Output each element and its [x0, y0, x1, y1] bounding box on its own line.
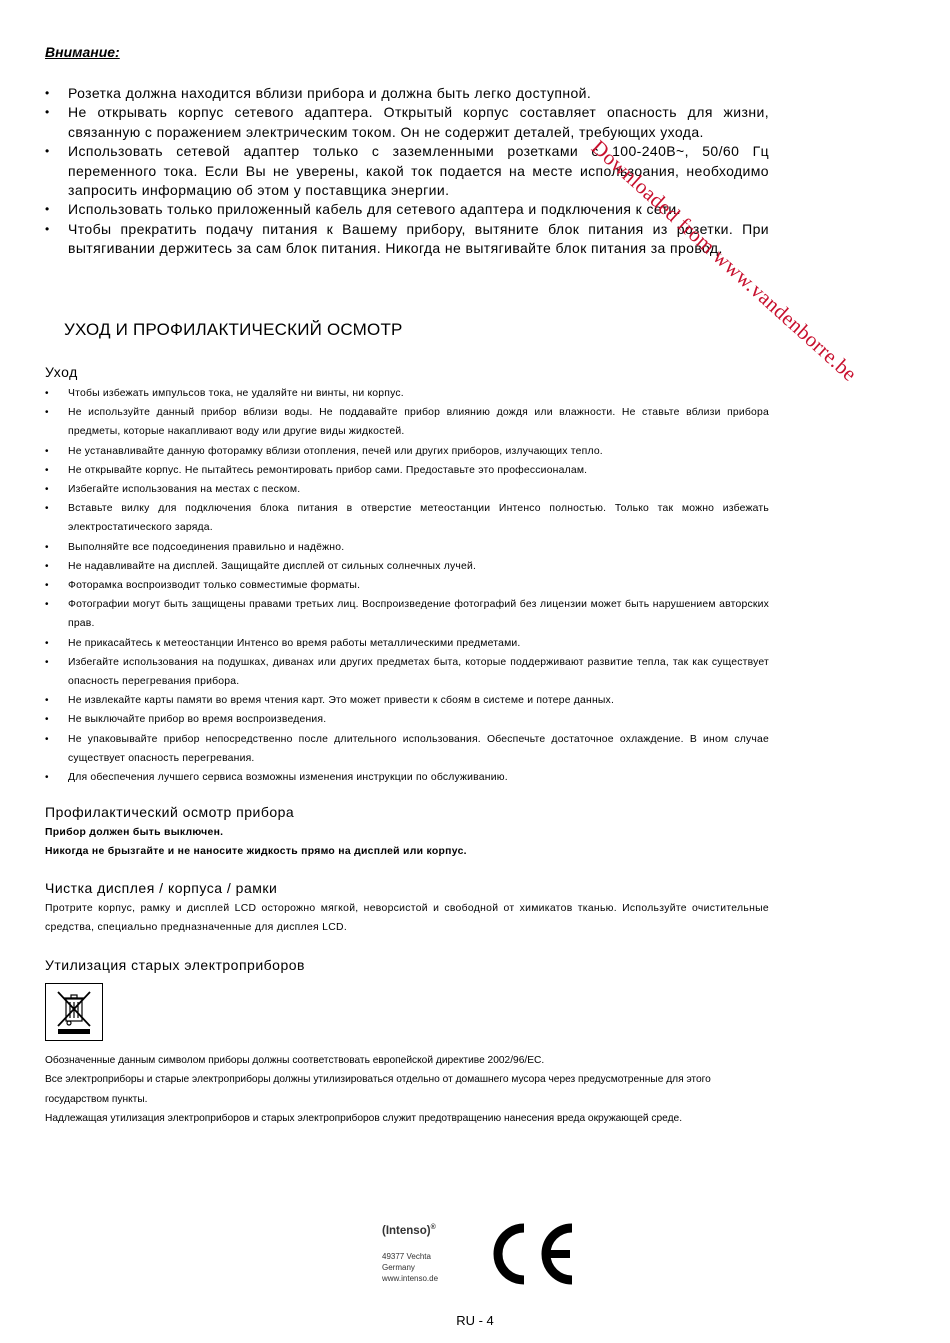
weee-crossed-bin-icon — [45, 983, 103, 1041]
warning-list — [45, 84, 769, 259]
inspection-heading: Профилактический осмотр прибора — [45, 804, 295, 820]
list-item: • Не открывайте корпус. Не пытайтесь ремонтировать прибор сами. Предоставьте это профессионалам. — [45, 464, 588, 476]
manufacturer-address: 49377 Vechta — [382, 1251, 431, 1261]
list-item: • Не выключайте прибор во время воспроизведения. — [45, 714, 327, 726]
ce-mark-icon — [484, 1220, 576, 1288]
disposal-paragraph: Обозначенные данным символом приборы должны соответствовать европейской директиве 2002/96/EC. — [45, 1055, 545, 1066]
manufacturer-country: Germany — [382, 1262, 415, 1272]
list-item: • Не используйте данный прибор вблизи воды. Не поддавайте прибор влиянию дождя или влажности. Не ставьте вблизи прибора предметы, которые накапливают воду или другие виды жидкостей. — [45, 407, 769, 438]
list-item: • Не устанавливайте данную фоторамку вблизи отопления, печей или других приборов, излучающих тепло. — [45, 445, 603, 457]
inspection-line-1: Прибор должен быть выключен. — [45, 827, 224, 838]
list-item: • Использовать сетевой адаптер только с заземленными розетками с 100-240В~, 50/60 Гц переменного тока. Если Вы не уверены, какой ток подается на месте использоания, необходимо запросить информацию об этом у поставщика энергии. — [45, 143, 769, 199]
intenso-logo: (Intenso)® — [382, 1224, 436, 1237]
list-item: • Чтобы избежать импульсов тока, не удаляйте ни винты, ни корпус. — [45, 388, 404, 399]
manufacturer-block — [382, 1222, 472, 1284]
warning-title: Внимание: — [45, 44, 120, 60]
list-item: • Фоторамка воспроизводит только совместимые форматы. — [45, 580, 361, 592]
list-item: • Для обеспечения лучшего сервиса возможны изменения инструкции по обслуживанию. — [45, 772, 508, 784]
list-item: • Фотографии могут быть защищены правами третьих лиц. Воспроизведение фотографий без лицензии может быть нарушением авторских прав. — [45, 599, 769, 630]
list-item: • Розетка должна находится вблизи прибора и должна быть легко доступной. — [45, 85, 592, 101]
care-list — [45, 384, 769, 787]
list-item: • Избегайте использования на подушках, диванах или других предметах быта, которые поддерживают развитие тепла, так как существует опасность перегревания прибора. — [45, 656, 769, 688]
list-item: • Не надавливайте на дисплей. Защищайте дисплей от сильных солнечных лучей. — [45, 560, 477, 572]
list-item: • Избегайте использования на местах с песком. — [45, 484, 301, 496]
manufacturer-website: www.intenso.de — [382, 1273, 439, 1283]
list-item: • Не извлекайте карты памяти во время чтения карт. Это может привести к сбоям в системе и потере данных. — [45, 695, 615, 707]
list-item: • Использовать только приложенный кабель для сетевого адаптера и подключения к сети. — [45, 201, 681, 218]
disposal-heading: Утилизация старых электроприборов — [45, 957, 305, 973]
watermark: Downloaded from www.vandenborre.be — [586, 135, 862, 386]
disposal-paragraph: Надлежащая утилизация электроприборов и старых электроприборов служит предотвращению нанесения вреда окружающей среде. — [45, 1112, 683, 1124]
list-item: • Не упаковывайте прибор непосредственно после длительного использования. Обеспечьте достаточное охлаждение. В ином случае существует опасность перегревания. — [45, 733, 769, 764]
disposal-paragraph: Все электроприборы и старые электроприборы должны утилизироваться отдельно от домашнего мусора через предусмотренные для этого государством пункты. — [45, 1074, 711, 1105]
section-title: УХОД И ПРОФИЛАКТИЧЕСКИЙ ОСМОТР — [64, 320, 403, 339]
list-item: • Чтобы прекратить подачу питания к Вашему прибору, вытяните блок питания из розетки. При вытягивании держитесь за сам блок питания. Никогда не вытягивайте блок питания за провод. — [45, 220, 769, 257]
list-item: • Не прикасайтесь к метеостанции Интенсо во время работы металлическими предметами. — [45, 637, 521, 649]
page-number: RU - 4 — [456, 1313, 494, 1328]
list-item: • Выполняйте все подсоединения правильно и надёжно. — [45, 541, 345, 553]
cleaning-text: Протрите корпус, рамку и дисплей LCD осторожно мягкой, неворсистой и свободной от химикатов тканью. Используйте очистительные средства, специально предназначенные для дисплея LCD. — [45, 903, 769, 934]
list-item: • Не открывать корпус сетевого адаптера. Открытый корпус составляет опасность для жизни, связанную с поражением электрическим током. Он не содержит деталей, требующих ухода. — [45, 104, 769, 140]
cleaning-heading: Чистка дисплея / корпуса / рамки — [45, 880, 278, 896]
inspection-line-2: Никогда не брызгайте и не наносите жидкость прямо на дисплей или корпус. — [45, 846, 467, 857]
care-heading: Уход — [45, 364, 78, 380]
disposal-text — [45, 1051, 769, 1128]
list-item: • Вставьте вилку для подключения блока питания в отверстие метеостанции Интенсо полностью. Только так можно избежать электростатического заряда. — [45, 503, 769, 534]
